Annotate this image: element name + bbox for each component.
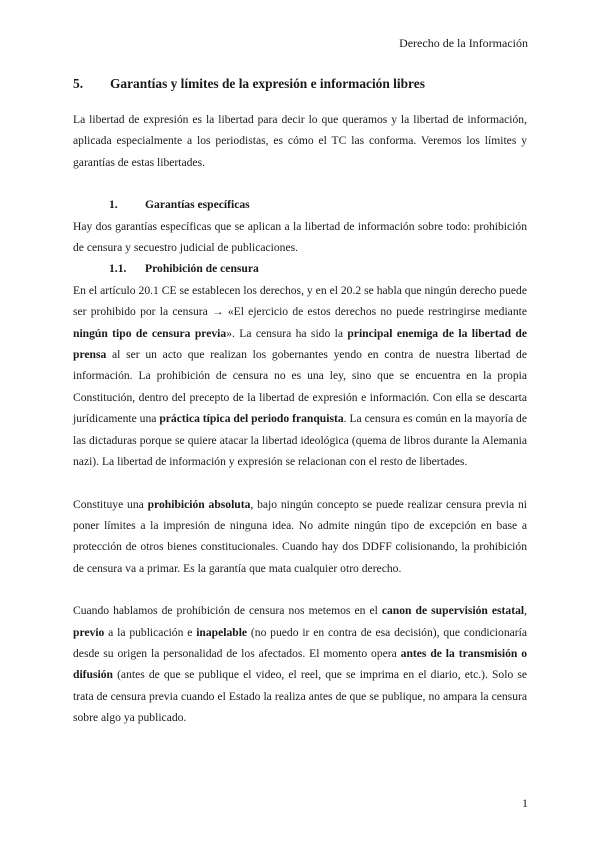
bold-run: inapelable bbox=[196, 625, 248, 639]
text-run: (no puedo ir en contra de esa decisión), que condicionaría desde su origen la personalidad de los afectados. El momento opera bbox=[73, 625, 527, 660]
section-title: Garantías y límites de la expresión e información libres bbox=[110, 76, 425, 91]
page-number: 1 bbox=[522, 796, 528, 810]
text-run: Cuando hablamos de prohibición de censura nos metemos en el bbox=[73, 604, 382, 618]
subsubsection-title: Prohibición de censura bbox=[145, 262, 259, 276]
bold-run: prohibición absoluta bbox=[147, 497, 251, 511]
section-heading bbox=[73, 76, 527, 92]
bold-run: práctica típica del periodo franquista bbox=[159, 412, 344, 426]
bold-run: antes de la transmisión o difusión bbox=[73, 646, 528, 682]
text-run: a la publicación e bbox=[104, 625, 197, 639]
text-run: . La censura es común en la mayoría de las dictaduras porque se quiere atacar la libertad ideológica (quema de libros durante la Alemania nazi). La libertad de información y expresión se relacionan con el resto de libertades. bbox=[73, 412, 527, 469]
text-run: al ser un acto que realizan los gobernantes yendo en contra de nuestra libertad de información. La prohibición de censura no es una ley, sino que se encuentra en la propia Constitución, dentro del precepto de la libertad de expresión e información. Con ella se descarta jurídicamente una bbox=[73, 348, 527, 426]
censorship-paragraph-3 bbox=[73, 600, 527, 728]
censorship-paragraph-2 bbox=[73, 494, 527, 580]
subsection-heading bbox=[73, 194, 527, 215]
intro-paragraph: La libertad de expresión es la libertad para decir lo que queramos y la libertad de información, aplicada especialmente a los periodistas, es cómo el TC las conforma. Veremos los límites y garantías de estas libertades. bbox=[73, 113, 527, 169]
bold-run: canon de supervisión estatal bbox=[381, 604, 525, 618]
subsection-number: 1. bbox=[109, 198, 118, 212]
text-run: (antes de que se publique el video, el reel, que se imprima en el diario, etc.). Solo se trata de censura previa cuando el Estado la realiza antes de que se publique, no ampara la censura sobre algo ya publicado. bbox=[73, 668, 527, 725]
subsubsection-number: 1.1. bbox=[109, 262, 127, 276]
text-run: , bajo ningún concepto se puede realizar censura previa ni poner límites a la impresión de ninguna idea. No admite ningún tipo de excepción en base a protección de otros bienes constitucionales. Cuando hay dos DDFF colisionando, la prohibición de censura va a primar. Es la garantía que mata cualquier otro derecho. bbox=[73, 497, 527, 575]
running-header: Derecho de la Información bbox=[399, 36, 528, 50]
text-run: ». La censura ha sido la bbox=[226, 326, 348, 340]
bold-run: ningún tipo de censura previa bbox=[73, 326, 227, 340]
subsubsection-heading bbox=[73, 258, 527, 279]
section-number: 5. bbox=[73, 76, 84, 91]
bold-run: previo bbox=[73, 625, 105, 639]
page-content bbox=[73, 76, 527, 750]
bold-run: principal enemiga de la libertad de prensa bbox=[73, 326, 527, 362]
text-run: , bbox=[524, 604, 527, 618]
text-run: Constituye una bbox=[73, 497, 148, 511]
subsection-paragraph: Hay dos garantías específicas que se aplican a la libertad de información sobre todo: prohibición de censura y secuestro judicial de publicaciones. bbox=[73, 219, 527, 255]
subsection-title: Garantías específicas bbox=[145, 198, 250, 212]
text-run: En el artículo 20.1 CE se establecen los derechos, y en el 20.2 se habla que ningún derecho puede ser prohibido por la censura → «El ejercicio de estos derechos no puede restringirse mediante bbox=[73, 283, 527, 319]
censorship-paragraph-1 bbox=[73, 280, 527, 473]
